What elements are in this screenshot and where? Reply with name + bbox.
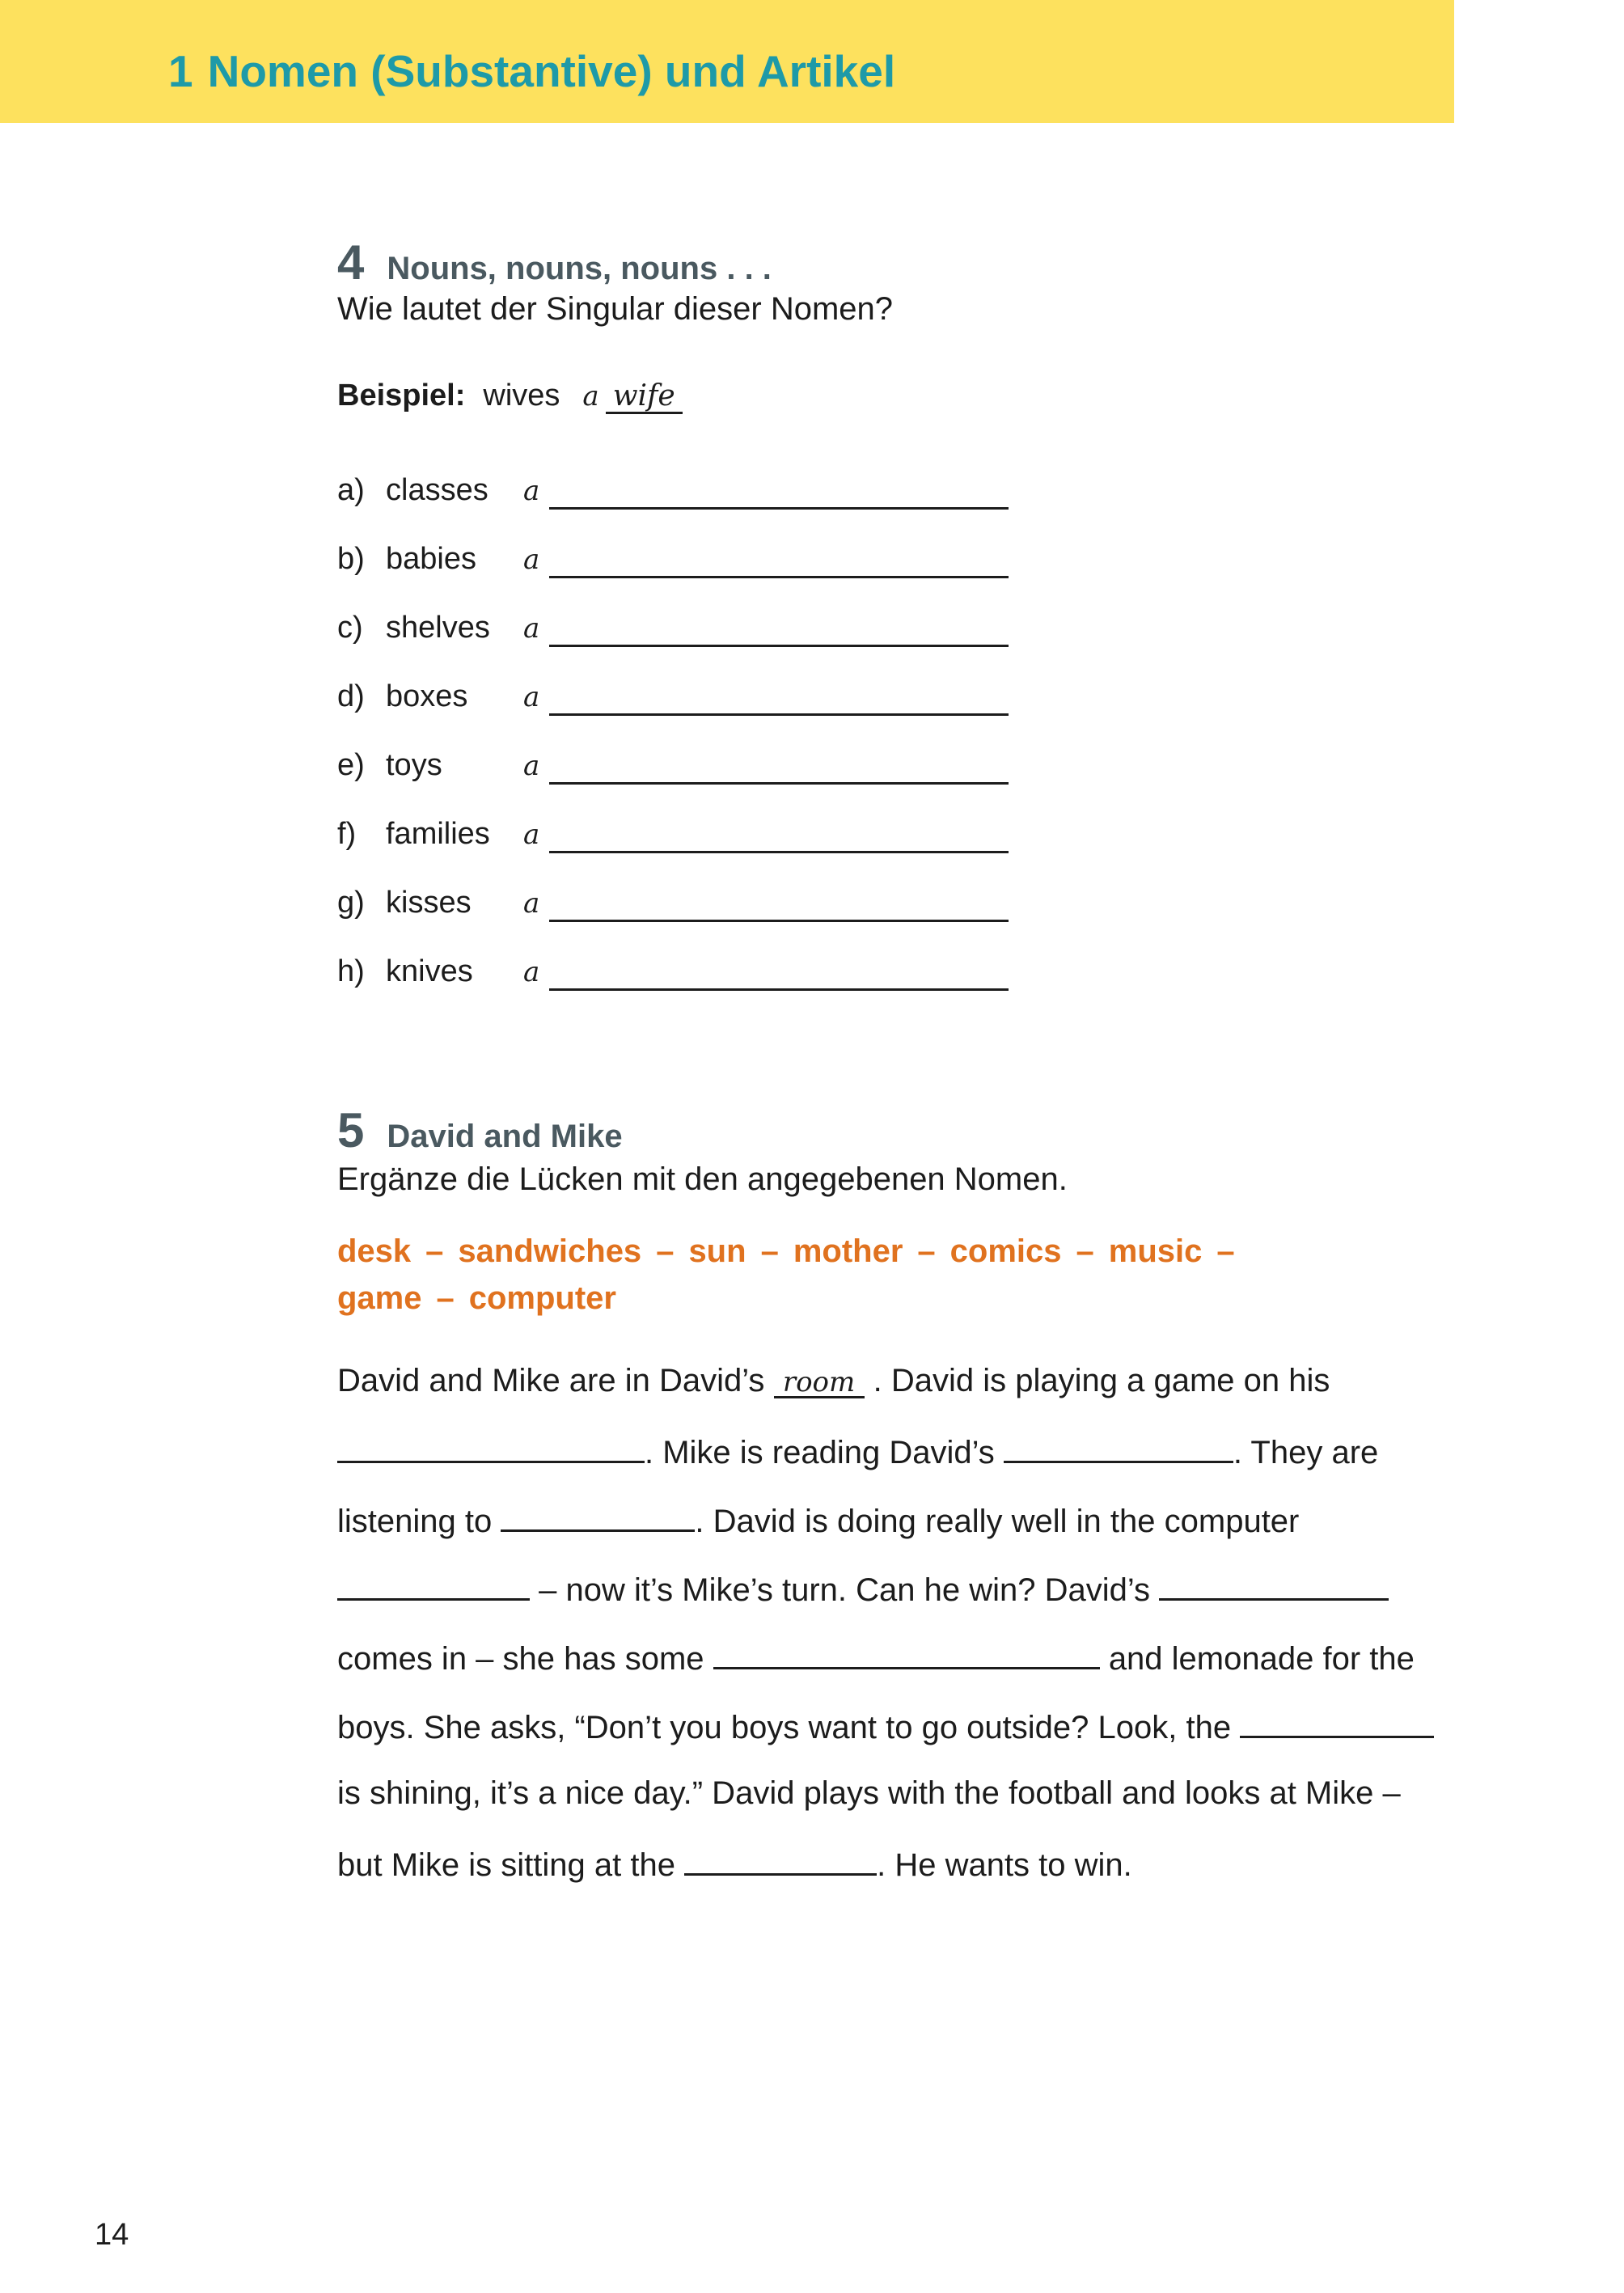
item-word: knives — [386, 954, 473, 988]
exercise-4-title: Nouns, nouns, nouns . . . — [387, 251, 772, 286]
item-letter: d) — [337, 679, 365, 713]
word-bank-separator: – — [425, 1233, 444, 1269]
chapter-number: 1 — [168, 46, 193, 96]
item-article: a — [523, 750, 540, 782]
word-bank-word: sun — [688, 1233, 746, 1269]
story-text: boys. She asks, “Don’t you boys want to go outside? Look, the — [337, 1710, 1232, 1745]
story-text: but Mike is sitting at the — [337, 1847, 675, 1883]
word-bank-word: comics — [949, 1233, 1062, 1269]
item-article: a — [523, 956, 540, 988]
story-text: . He wants to win. — [877, 1847, 1132, 1883]
item-letter: b) — [337, 542, 365, 576]
item-article: a — [523, 544, 540, 576]
story-line-5 — [337, 1638, 1415, 1677]
item-letter: c) — [337, 611, 363, 645]
exercise-4-example — [337, 379, 683, 414]
answer-blank[interactable] — [549, 713, 1009, 716]
page-number: 14 — [95, 2218, 129, 2252]
word-bank-separator: – — [917, 1233, 936, 1269]
word-bank-separator: – — [1076, 1233, 1094, 1269]
example-word: wives — [483, 379, 560, 412]
item-word: families — [386, 817, 490, 851]
gap-blank[interactable] — [684, 1844, 877, 1876]
story-line-8 — [337, 1844, 1132, 1884]
word-bank-separator: – — [656, 1233, 675, 1269]
exercise-5-title: David and Mike — [387, 1119, 623, 1154]
chapter-title — [168, 45, 895, 97]
story-text: and lemonade for the — [1108, 1641, 1415, 1677]
item-letter: g) — [337, 886, 365, 920]
story-text: . Mike is reading David’s — [645, 1435, 995, 1470]
exercise-5-heading — [337, 1102, 623, 1158]
story-line-2 — [337, 1432, 1378, 1471]
item-word: classes — [386, 473, 488, 507]
story-line-1 — [337, 1363, 1330, 1399]
item-letter: e) — [337, 748, 365, 782]
word-bank-word: mother — [793, 1233, 903, 1269]
exercise-4-heading — [337, 235, 772, 290]
story-line-3 — [337, 1500, 1299, 1540]
item-word: babies — [386, 542, 476, 576]
word-bank — [337, 1228, 1275, 1322]
gap-blank[interactable] — [1004, 1432, 1233, 1463]
gap-blank[interactable] — [501, 1500, 695, 1532]
item-word: shelves — [386, 611, 490, 645]
answer-blank[interactable] — [549, 988, 1009, 991]
gap-blank[interactable] — [713, 1638, 1100, 1669]
item-letter: h) — [337, 954, 365, 988]
exercise-4-number: 4 — [337, 235, 365, 290]
answer-blank[interactable] — [549, 507, 1009, 510]
exercise-5-instruction: Ergänze die Lücken mit den angegebenen Nomen. — [337, 1161, 1068, 1197]
answer-blank[interactable] — [549, 782, 1009, 785]
word-bank-word: sandwiches — [458, 1233, 642, 1269]
gap-blank[interactable] — [337, 1569, 530, 1601]
item-word: toys — [386, 748, 442, 782]
example-label: Beispiel: — [337, 379, 466, 412]
item-article: a — [523, 819, 540, 851]
story-text: David and Mike are in David’s — [337, 1363, 765, 1398]
chapter-title-text: Nomen (Substantive) und Artikel — [207, 46, 896, 96]
chapter-header-bar — [0, 0, 1454, 123]
item-article: a — [523, 475, 540, 507]
word-bank-separator: – — [1216, 1233, 1235, 1269]
word-bank-word: desk — [337, 1233, 412, 1269]
example-article: a — [582, 380, 599, 412]
answer-blank[interactable] — [549, 645, 1009, 647]
story-text: listening to — [337, 1504, 493, 1539]
item-article: a — [523, 681, 540, 713]
word-bank-word: music — [1108, 1233, 1203, 1269]
answer-blank[interactable] — [549, 920, 1009, 922]
gap-blank[interactable] — [1159, 1569, 1389, 1601]
item-letter: f) — [337, 817, 357, 851]
story-text: . David is doing really well in the computer — [695, 1504, 1300, 1539]
gap-blank[interactable] — [337, 1432, 645, 1463]
item-letter: a) — [337, 473, 365, 507]
story-line-7 — [337, 1775, 1401, 1812]
example-answer: wife — [606, 381, 683, 414]
exercise-5-number: 5 — [337, 1103, 365, 1157]
story-text: . David is playing a game on his — [873, 1363, 1330, 1398]
gap-blank[interactable] — [1240, 1707, 1434, 1738]
item-word: kisses — [386, 886, 472, 920]
item-article: a — [523, 612, 540, 645]
item-article: a — [523, 887, 540, 920]
story-text: comes in – she has some — [337, 1641, 704, 1677]
filled-answer: room — [774, 1369, 865, 1398]
story-text: is shining, it’s a nice day.” David plays with the football and looks at Mike – — [337, 1775, 1401, 1811]
item-word: boxes — [386, 679, 468, 713]
story-text: . They are — [1233, 1435, 1379, 1470]
word-bank-separator: – — [760, 1233, 779, 1269]
word-bank-word: game — [337, 1280, 422, 1316]
story-line-4 — [337, 1569, 1389, 1609]
answer-blank[interactable] — [549, 851, 1009, 853]
answer-blank[interactable] — [549, 576, 1009, 578]
story-line-6 — [337, 1707, 1434, 1746]
story-text: – now it’s Mike’s turn. Can he win? David’s — [539, 1572, 1151, 1608]
word-bank-separator: – — [436, 1280, 455, 1316]
word-bank-word: computer — [468, 1280, 616, 1316]
exercise-4-instruction: Wie lautet der Singular dieser Nomen? — [337, 291, 894, 327]
